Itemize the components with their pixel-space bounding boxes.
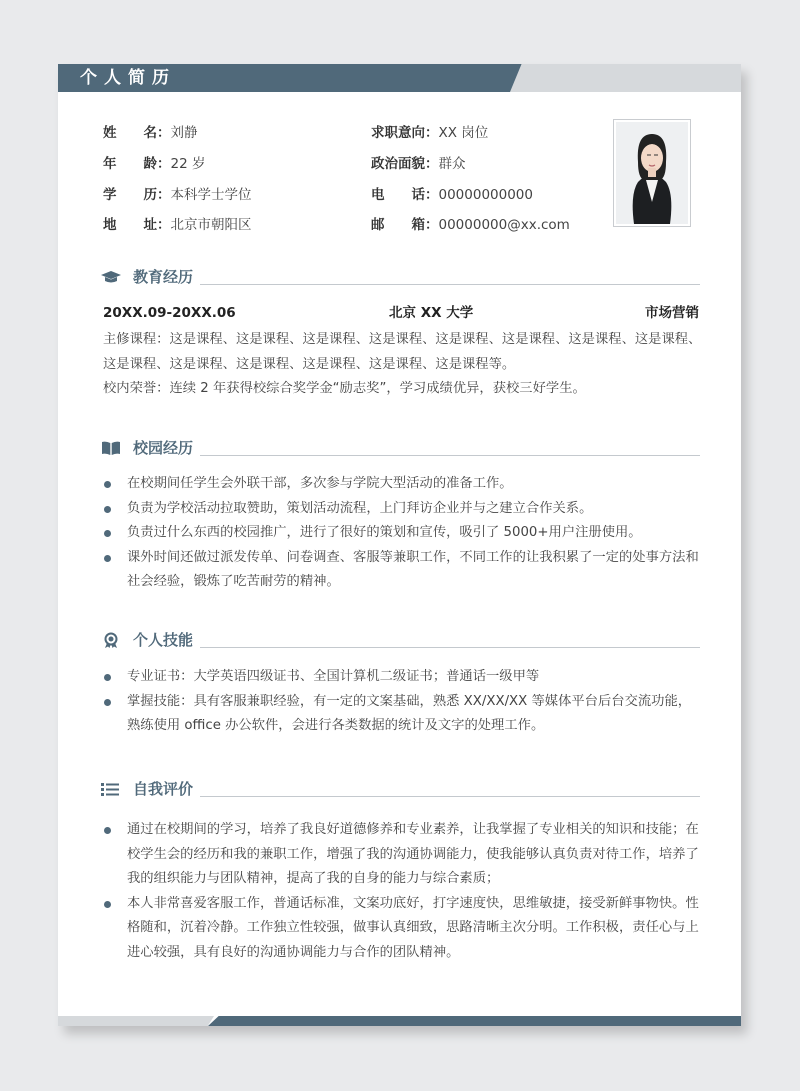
info-value: 刘静 bbox=[170, 125, 198, 141]
info-email bbox=[371, 215, 570, 235]
info-value: 本科学士学位 bbox=[170, 187, 252, 203]
education-major: 市场营销 bbox=[645, 305, 699, 321]
bullet-dot bbox=[104, 530, 111, 537]
badge-icon bbox=[101, 632, 121, 648]
bullet-dot bbox=[104, 699, 111, 706]
info-value: 22 岁 bbox=[170, 156, 206, 172]
list-item bbox=[103, 472, 703, 497]
list-item-text: 本人非常喜爱客服工作，普通话标准，文案功底好，打字速度快，思维敏捷，接受新鲜事物快。性格随和，沉着冷静。工作独立性较强，做事认真细致，思路清晰主次分明。工作积极，责任心与上进心较强，具有良好的沟通协调能力与合作的团队精神。 bbox=[127, 895, 699, 960]
info-value: 00000000@xx.com bbox=[438, 217, 570, 233]
graduation-cap-icon bbox=[101, 269, 121, 285]
info-degree bbox=[103, 185, 252, 205]
section-title: 教育经历 bbox=[133, 268, 194, 286]
campus-list bbox=[103, 472, 703, 595]
list-item bbox=[103, 521, 703, 546]
bullet-dot bbox=[104, 827, 111, 834]
footer-bar bbox=[208, 1016, 741, 1026]
list-item bbox=[103, 497, 703, 522]
info-label: 学 历： bbox=[103, 187, 171, 203]
info-political bbox=[371, 154, 466, 174]
info-label: 邮 箱： bbox=[371, 217, 439, 233]
info-value: 群众 bbox=[438, 156, 466, 172]
list-item-text: 专业证书：大学英语四级证书、全国计算机二级证书；普通话一级甲等 bbox=[127, 669, 540, 684]
bullet-dot bbox=[104, 506, 111, 513]
list-item bbox=[103, 690, 703, 739]
education-period: 20XX.09-20XX.06 bbox=[103, 305, 236, 321]
resume-title: 个人简历 bbox=[80, 68, 176, 88]
skills-list bbox=[103, 665, 703, 739]
bullet-dot bbox=[104, 901, 111, 908]
info-label: 政治面貌： bbox=[371, 156, 439, 172]
bullet-dot bbox=[104, 481, 111, 488]
list-item-text: 负责为学校活动拉取赞助，策划活动流程，上门拜访企业并与之建立合作关系。 bbox=[127, 500, 593, 516]
education-summary bbox=[103, 303, 699, 323]
education-honors: 校内荣誉：连续 2 年获得校综合奖学金“励志奖”，学习成绩优异，获校三好学生。 bbox=[103, 381, 586, 396]
info-age bbox=[103, 154, 205, 174]
section-divider bbox=[200, 284, 700, 285]
portrait-image bbox=[616, 122, 688, 224]
list-item bbox=[103, 892, 703, 966]
self-eval-list bbox=[103, 818, 703, 965]
info-address bbox=[103, 215, 252, 235]
list-item-text: 课外时间还做过派发传单、问卷调查、客服等兼职工作，不同工作的让我积累了一定的处事方法和社会经验，锻炼了吃苦耐劳的精神。 bbox=[127, 549, 699, 589]
info-label: 电 话： bbox=[371, 187, 439, 203]
education-school: 北京 XX 大学 bbox=[389, 305, 474, 321]
info-job-intent bbox=[371, 123, 488, 143]
bullet-dot bbox=[104, 555, 111, 562]
footer-bar-accent bbox=[58, 1016, 214, 1026]
list-item bbox=[103, 546, 703, 595]
profile-photo bbox=[613, 119, 691, 227]
info-label: 年 龄： bbox=[103, 156, 171, 172]
section-divider bbox=[200, 647, 700, 648]
info-value: XX 岗位 bbox=[438, 125, 489, 141]
info-label: 姓 名： bbox=[103, 125, 171, 141]
education-details bbox=[103, 328, 713, 402]
list-item-text: 掌握技能：具有客服兼职经验，有一定的文案基础，熟悉 XX/XX/XX 等媒体平台后台交流功能，熟练使用 office 办公软件，会进行各类数据的统计及文字的处理工作。 bbox=[127, 693, 692, 733]
section-divider bbox=[200, 796, 700, 797]
header-bar-accent bbox=[510, 64, 741, 92]
education-courses: 主修课程：这是课程、这是课程、这是课程、这是课程、这是课程、这是课程、这是课程、这是课程、 bbox=[103, 332, 702, 347]
section-divider bbox=[200, 455, 700, 456]
info-name bbox=[103, 123, 198, 143]
section-title: 校园经历 bbox=[133, 439, 194, 457]
section-title: 个人技能 bbox=[133, 631, 194, 649]
list-item bbox=[103, 665, 703, 690]
info-value: 北京市朝阳区 bbox=[170, 217, 252, 233]
section-title: 自我评价 bbox=[133, 780, 194, 798]
info-label: 地 址： bbox=[103, 217, 171, 233]
list-item-text: 通过在校期间的学习，培养了我良好道德修养和专业素养，让我掌握了专业相关的知识和技能；在校学生会的经历和我的兼职工作，增强了我的沟通协调能力，使我能够认真负责对待工作，培养了我的组织能力与团队精神，提高了我的自身的能力与综合素质； bbox=[127, 822, 699, 886]
book-icon bbox=[101, 440, 121, 456]
bullet-dot bbox=[104, 674, 111, 681]
list-item bbox=[103, 818, 703, 892]
info-value: 00000000000 bbox=[438, 187, 533, 203]
info-phone bbox=[371, 185, 533, 205]
list-item-text: 负责过什么东西的校园推广，进行了很好的策划和宣传，吸引了 5000+用户注册使用。 bbox=[127, 525, 642, 540]
list-icon bbox=[101, 781, 121, 797]
list-item-text: 在校期间任学生会外联干部，多次参与学院大型活动的准备工作。 bbox=[127, 476, 513, 491]
education-courses-cont: 这是课程、这是课程、这是课程、这是课程、这是课程、这是课程等。 bbox=[103, 356, 516, 372]
info-label: 求职意向： bbox=[371, 125, 439, 141]
